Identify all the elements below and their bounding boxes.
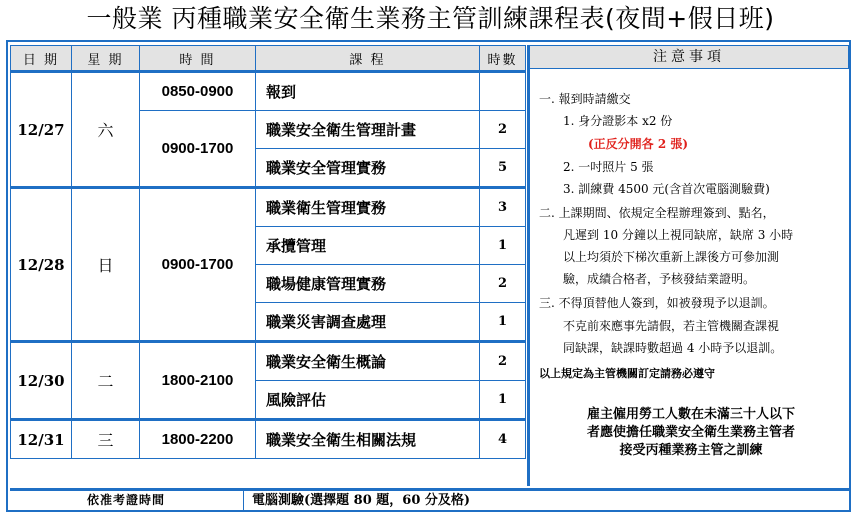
note-line: 2. 一吋照片 5 張 <box>563 160 654 174</box>
hours-cell: 5 <box>480 149 526 188</box>
hours-cell: 4 <box>480 420 526 459</box>
emphasis-line: 者應使擔任職業安全衛生業務主管者 <box>586 425 795 440</box>
hours-cell: 3 <box>480 188 526 227</box>
table-row <box>11 72 526 111</box>
footer-divider <box>243 491 244 510</box>
footer-exam-time: 依准考證時間 <box>86 493 165 507</box>
note-line: 一. 報到時請繳交 <box>539 92 631 106</box>
course-cell: 職業安全管理實務 <box>256 149 480 188</box>
table-row <box>11 420 526 459</box>
emphasis-line: 雇主僱用勞工人數在未滿三十人以下 <box>586 407 795 422</box>
date-cell: 12/30 <box>11 342 72 420</box>
notes-panel <box>527 69 849 486</box>
weekday-cell: 日 <box>72 188 140 342</box>
footer-exam-info: 電腦測驗(選擇題 80 題，60 分及格) <box>252 493 471 508</box>
notes-header: 注意事項 <box>527 45 849 69</box>
course-cell: 報到 <box>256 72 480 111</box>
time-cell: 0900-1700 <box>140 111 256 188</box>
header-time: 時 間 <box>140 46 256 72</box>
header-row <box>11 46 526 72</box>
weekday-cell: 三 <box>72 420 140 459</box>
header-hours: 時數 <box>480 46 526 72</box>
note-line-red: (正反分開各 2 張) <box>588 137 689 151</box>
emphasis-line: 接受丙種業務主管之訓練 <box>619 443 763 458</box>
date-cell: 12/28 <box>11 188 72 342</box>
note-line: 同缺課，缺課時數超過 4 小時予以退訓。 <box>563 341 783 355</box>
footer-row <box>10 488 849 510</box>
hours-cell: 2 <box>480 265 526 303</box>
note-line: 不克前來應事先請假，若主管機關查課視 <box>563 319 780 333</box>
note-line: 以上均須於下梯次重新上課後方可參加測 <box>563 250 780 264</box>
table-row <box>11 342 526 381</box>
note-line: 1. 身分證影本 x2 份 <box>563 114 673 128</box>
note-line-bold: 以上規定為主管機關訂定請務必遵守 <box>539 367 715 380</box>
date-cell: 12/31 <box>11 420 72 459</box>
weekday-cell: 二 <box>72 342 140 420</box>
header-course: 課 程 <box>256 46 480 72</box>
course-cell: 職業安全衛生概論 <box>256 342 480 381</box>
table-row <box>11 188 526 227</box>
course-cell: 職業安全衛生相關法規 <box>256 420 480 459</box>
note-line: 凡遲到 10 分鐘以上視同缺席，缺席 3 小時 <box>563 228 794 242</box>
hours-cell <box>480 72 526 111</box>
page-title: 一般業 丙種職業安全衛生業務主管訓練課程表(夜間+假日班) <box>86 4 775 33</box>
course-cell: 職業衛生管理實務 <box>256 188 480 227</box>
header-weekday: 星 期 <box>72 46 140 72</box>
note-line: 3. 訓練費 4500 元(含首次電腦測驗費) <box>563 182 770 196</box>
time-cell: 0850-0900 <box>140 72 256 111</box>
time-cell: 1800-2200 <box>140 420 256 459</box>
time-cell: 0900-1700 <box>140 188 256 342</box>
hours-cell: 1 <box>480 381 526 420</box>
date-cell: 12/27 <box>11 72 72 188</box>
note-line: 二. 上課期間、依規定全程辦理簽到、點名， <box>539 206 775 220</box>
hours-cell: 2 <box>480 111 526 149</box>
note-line: 三. 不得頂替他人簽到，如被發現予以退訓。 <box>539 296 775 310</box>
time-cell: 1800-2100 <box>140 342 256 420</box>
course-cell: 職業災害調查處理 <box>256 303 480 342</box>
hours-cell: 2 <box>480 342 526 381</box>
header-date: 日 期 <box>11 46 72 72</box>
course-cell: 職場健康管理實務 <box>256 265 480 303</box>
note-line: 驗，成績合格者，予核發結業證明。 <box>563 272 756 286</box>
course-cell: 風險評估 <box>256 381 480 420</box>
course-cell: 承攬管理 <box>256 227 480 265</box>
course-cell: 職業安全衛生管理計畫 <box>256 111 480 149</box>
hours-cell: 1 <box>480 227 526 265</box>
schedule-table <box>10 45 526 459</box>
hours-cell: 1 <box>480 303 526 342</box>
weekday-cell: 六 <box>72 72 140 188</box>
